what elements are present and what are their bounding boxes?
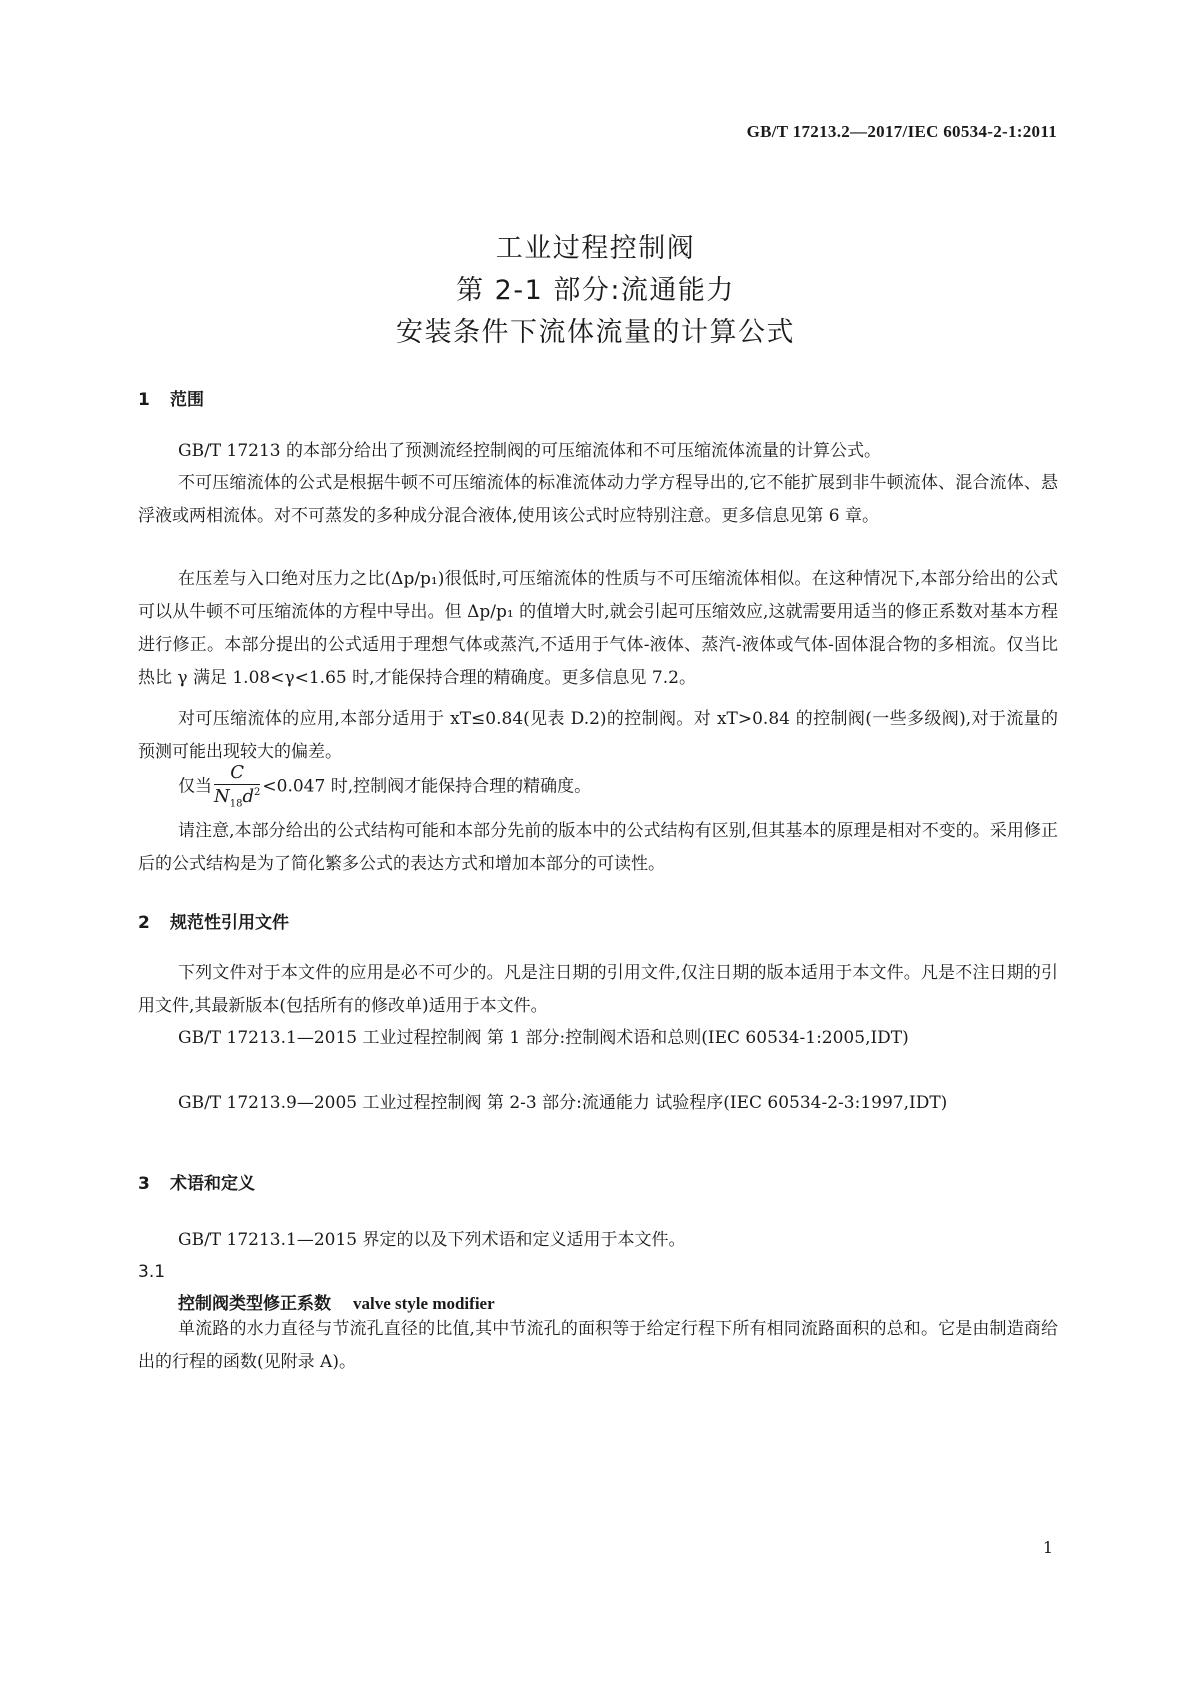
section-1-paragraph-6: 请注意,本部分给出的公式结构可能和本部分先前的版本中的公式结构有区别,但其基本的原理是相对不变的。采用修正后的公式结构是为了简化繁多公式的表达方式和增加本部分的可读性。 [138,821,1058,874]
section-2-heading [138,908,289,933]
term-3-1-chinese: 控制阀类型修正系数 [178,1294,331,1314]
section-1-number: 1 [138,390,150,410]
denominator-superscript: 2 [254,787,261,798]
term-3-1-english: valve style modifier [353,1294,495,1313]
section-2-title: 规范性引用文件 [170,913,289,933]
section-1-paragraph-4: 对可压缩流体的应用,本部分适用于 xT≤0.84(见表 D.2)的控制阀。对 xT>0.84 的控制阀(一些多级阀),对于流量的预测可能出现较大的偏差。 [138,709,1058,762]
precision-condition-fraction [214,764,260,810]
section-3-number: 3 [138,1174,150,1194]
normative-reference-1: GB/T 17213.1—2015 工业过程控制阀 第 1 部分:控制阀术语和总则(IEC 60534-1:2005,IDT) [178,1028,909,1048]
fraction-denominator [214,785,260,810]
denominator-symbol: N [214,786,230,807]
document-title [0,228,1191,354]
term-3-1 [178,1289,495,1314]
title-line-1: 工业过程控制阀 [495,233,696,264]
section-1-paragraph-2: 不可压缩流体的公式是根据牛顿不可压缩流体的标准流体动力学方程导出的,它不能扩展到非牛顿流体、混合流体、悬浮液或两相流体。对不可蒸发的多种成分混合液体,使用该公式时应特别注意。更多信息见第 6 章。 [138,473,1058,526]
clause-3-1-number: 3.1 [138,1262,166,1282]
denominator-variable: d [242,786,255,807]
term-3-1-definition: 单流路的水力直径与节流孔直径的比值,其中节流孔的面积等于给定行程下所有相同流路面积的总和。它是由制造商给出的行程的函数(见附录 A)。 [138,1319,1058,1372]
title-line-2: 第 2-1 部分:流通能力 [456,275,735,306]
section-3-paragraph-1: GB/T 17213.1—2015 界定的以及下列术语和定义适用于本文件。 [178,1230,686,1250]
section-2-number: 2 [138,913,150,933]
title-line-3: 安装条件下流体流量的计算公式 [396,317,795,348]
section-3-heading [138,1169,255,1194]
section-1-paragraph-5 [138,764,1058,810]
document-code: GB/T 17213.2—2017/IEC 60534-2-1:2011 [746,122,1057,141]
section-1-paragraph-3: 在压差与入口绝对压力之比(Δp/p₁)很低时,可压缩流体的性质与不可压缩流体相似。在这种情况下,本部分给出的公式可以从牛顿不可压缩流体的方程中导出。但 Δp/p₁ 的值增大时,就会引起可压缩效应,这就需要用适当的修正系数对基本方程进行修正。本部分提出的公式适用于理想气体或蒸汽,不适用于气体-液体、蒸汽-液体或气体-固体混合物的多相流。仅当比热比 γ 满足 1.08<γ<1.65 时,才能保持合理的精确度。更多信息见 7.2。 [138,569,1058,688]
fraction-numerator: C [214,764,260,785]
section-1-title: 范围 [170,390,204,410]
precision-condition-prefix: 仅当 [178,776,212,797]
precision-condition-suffix: <0.047 时,控制阀才能保持合理的精确度。 [262,776,592,797]
section-2-paragraph-1: 下列文件对于本文件的应用是必不可少的。凡是注日期的引用文件,仅注日期的版本适用于本文件。凡是不注日期的引用文件,其最新版本(包括所有的修改单)适用于本文件。 [138,963,1058,1016]
section-3-title: 术语和定义 [170,1174,255,1194]
page-number: 1 [1042,1538,1053,1557]
section-1-paragraph-1: GB/T 17213 的本部分给出了预测流经控制阀的可压缩流体和不可压缩流体流量的计算公式。 [178,441,882,461]
normative-reference-2: GB/T 17213.9—2005 工业过程控制阀 第 2-3 部分:流通能力 试验程序(IEC 60534-2-3:1997,IDT) [178,1093,948,1113]
denominator-subscript: 18 [229,798,243,810]
section-1-heading [138,385,204,410]
